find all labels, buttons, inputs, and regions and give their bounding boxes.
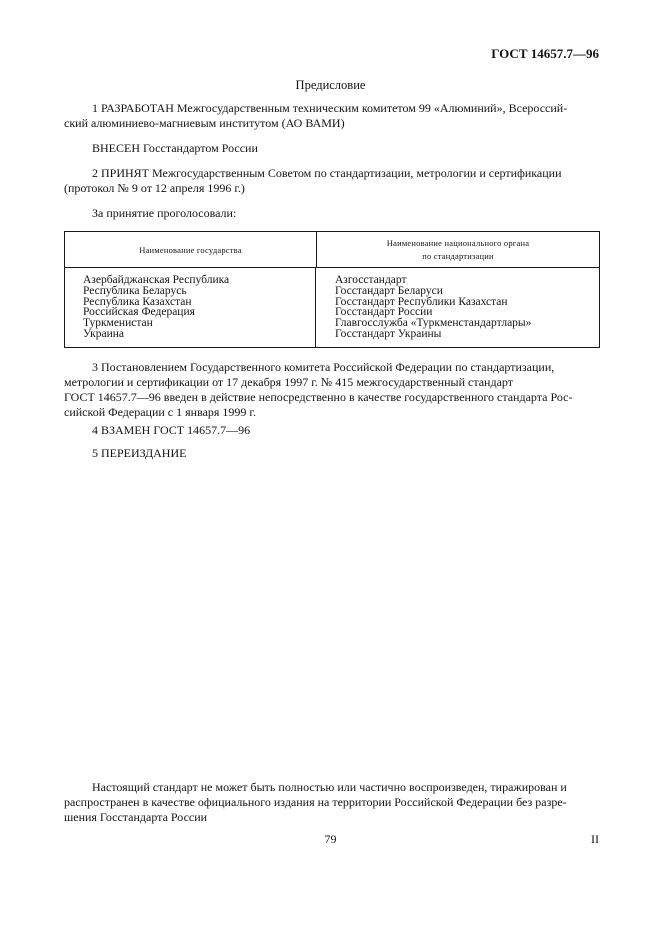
item-decree-line-4: сийской Федерации с 1 января 1999 г. <box>64 405 256 419</box>
item-developed <box>64 101 600 131</box>
item-introduced <box>64 141 600 156</box>
table-body <box>65 268 599 347</box>
body-cell: Госстандарт Республики Казахстан <box>335 295 508 308</box>
body-cell: Азгосстандарт <box>335 274 407 286</box>
state-cell: Республика Казахстан <box>83 295 192 308</box>
table-header-body <box>317 232 599 267</box>
page-number: 79 <box>324 832 337 846</box>
table-header <box>65 232 599 268</box>
item-decree-line-1: 3 Постановлением Государственного комитета Российской Федерации по стандартизации, <box>92 360 555 374</box>
state-cell: Азербайджанская Республика <box>83 274 230 286</box>
copyright-note-line-3: шения Госстандарта России <box>64 810 208 824</box>
table-header-state: Наименование государства <box>65 232 317 267</box>
item-decree-line-2: метрологии и сертификации от 17 декабря 1997 г. № 415 межгосударственный стандарт <box>64 375 513 389</box>
item-introduced-text: ВНЕСЕН Госстандартом России <box>92 141 258 155</box>
copyright-note-line-1: Настоящий стандарт не может быть полностью или частично воспроизведен, тиражирован и <box>92 780 567 794</box>
bodies-column <box>317 268 599 347</box>
state-cell: Украина <box>83 327 124 340</box>
table-header-body-line-1: Наименование национального органа <box>386 237 530 248</box>
body-cell: Главгосслужба «Туркменстандартлары» <box>335 317 532 330</box>
edition-roman-numeral: II <box>591 832 599 846</box>
item-developed-line-1: 1 РАЗРАБОТАН Межгосударственным техническим комитетом 99 «Алюминий», Всероссий- <box>92 101 568 115</box>
item-decree <box>64 360 600 420</box>
body-cell: Госстандарт России <box>335 306 433 319</box>
copyright-note-line-2: распространен в качестве официального издания на территории Российской Федерации без разре- <box>64 795 567 809</box>
voting-table <box>64 231 600 348</box>
state-cell: Российская Федерация <box>83 306 195 319</box>
states-column <box>65 268 316 347</box>
state-cell: Туркменистан <box>83 317 153 330</box>
body-cell: Госстандарт Украины <box>335 327 442 340</box>
table-header-body-line-2: по стандартизации <box>422 250 494 261</box>
item-reissue-text: 5 ПЕРЕИЗДАНИЕ <box>92 446 187 460</box>
item-voted-text: За принятие проголосовали: <box>92 206 237 220</box>
item-decree-line-3: ГОСТ 14657.7—96 введен в действие непосредственно в качестве государственного стандарта Рос- <box>64 390 573 404</box>
item-replaces <box>64 423 600 438</box>
body-cell: Госстандарт Беларуси <box>335 284 443 297</box>
item-adopted-line-1: 2 ПРИНЯТ Межгосударственным Советом по стандартизации, метрологии и сертификации <box>92 166 562 180</box>
item-adopted <box>64 166 600 196</box>
item-developed-line-2: ский алюминиево-магниевым институтом (АО ВАМИ) <box>64 116 345 130</box>
page-title: Предисловие <box>295 78 366 92</box>
item-adopted-line-2: (протокол № 9 от 12 апреля 1996 г.) <box>64 181 245 195</box>
item-replaces-text: 4 ВЗАМЕН ГОСТ 14657.7—96 <box>92 423 251 437</box>
item-voted <box>64 206 600 221</box>
item-reissue <box>64 446 600 461</box>
document-code: ГОСТ 14657.7—96 <box>491 46 599 61</box>
state-cell: Республика Беларусь <box>83 284 187 297</box>
copyright-note <box>64 780 600 825</box>
